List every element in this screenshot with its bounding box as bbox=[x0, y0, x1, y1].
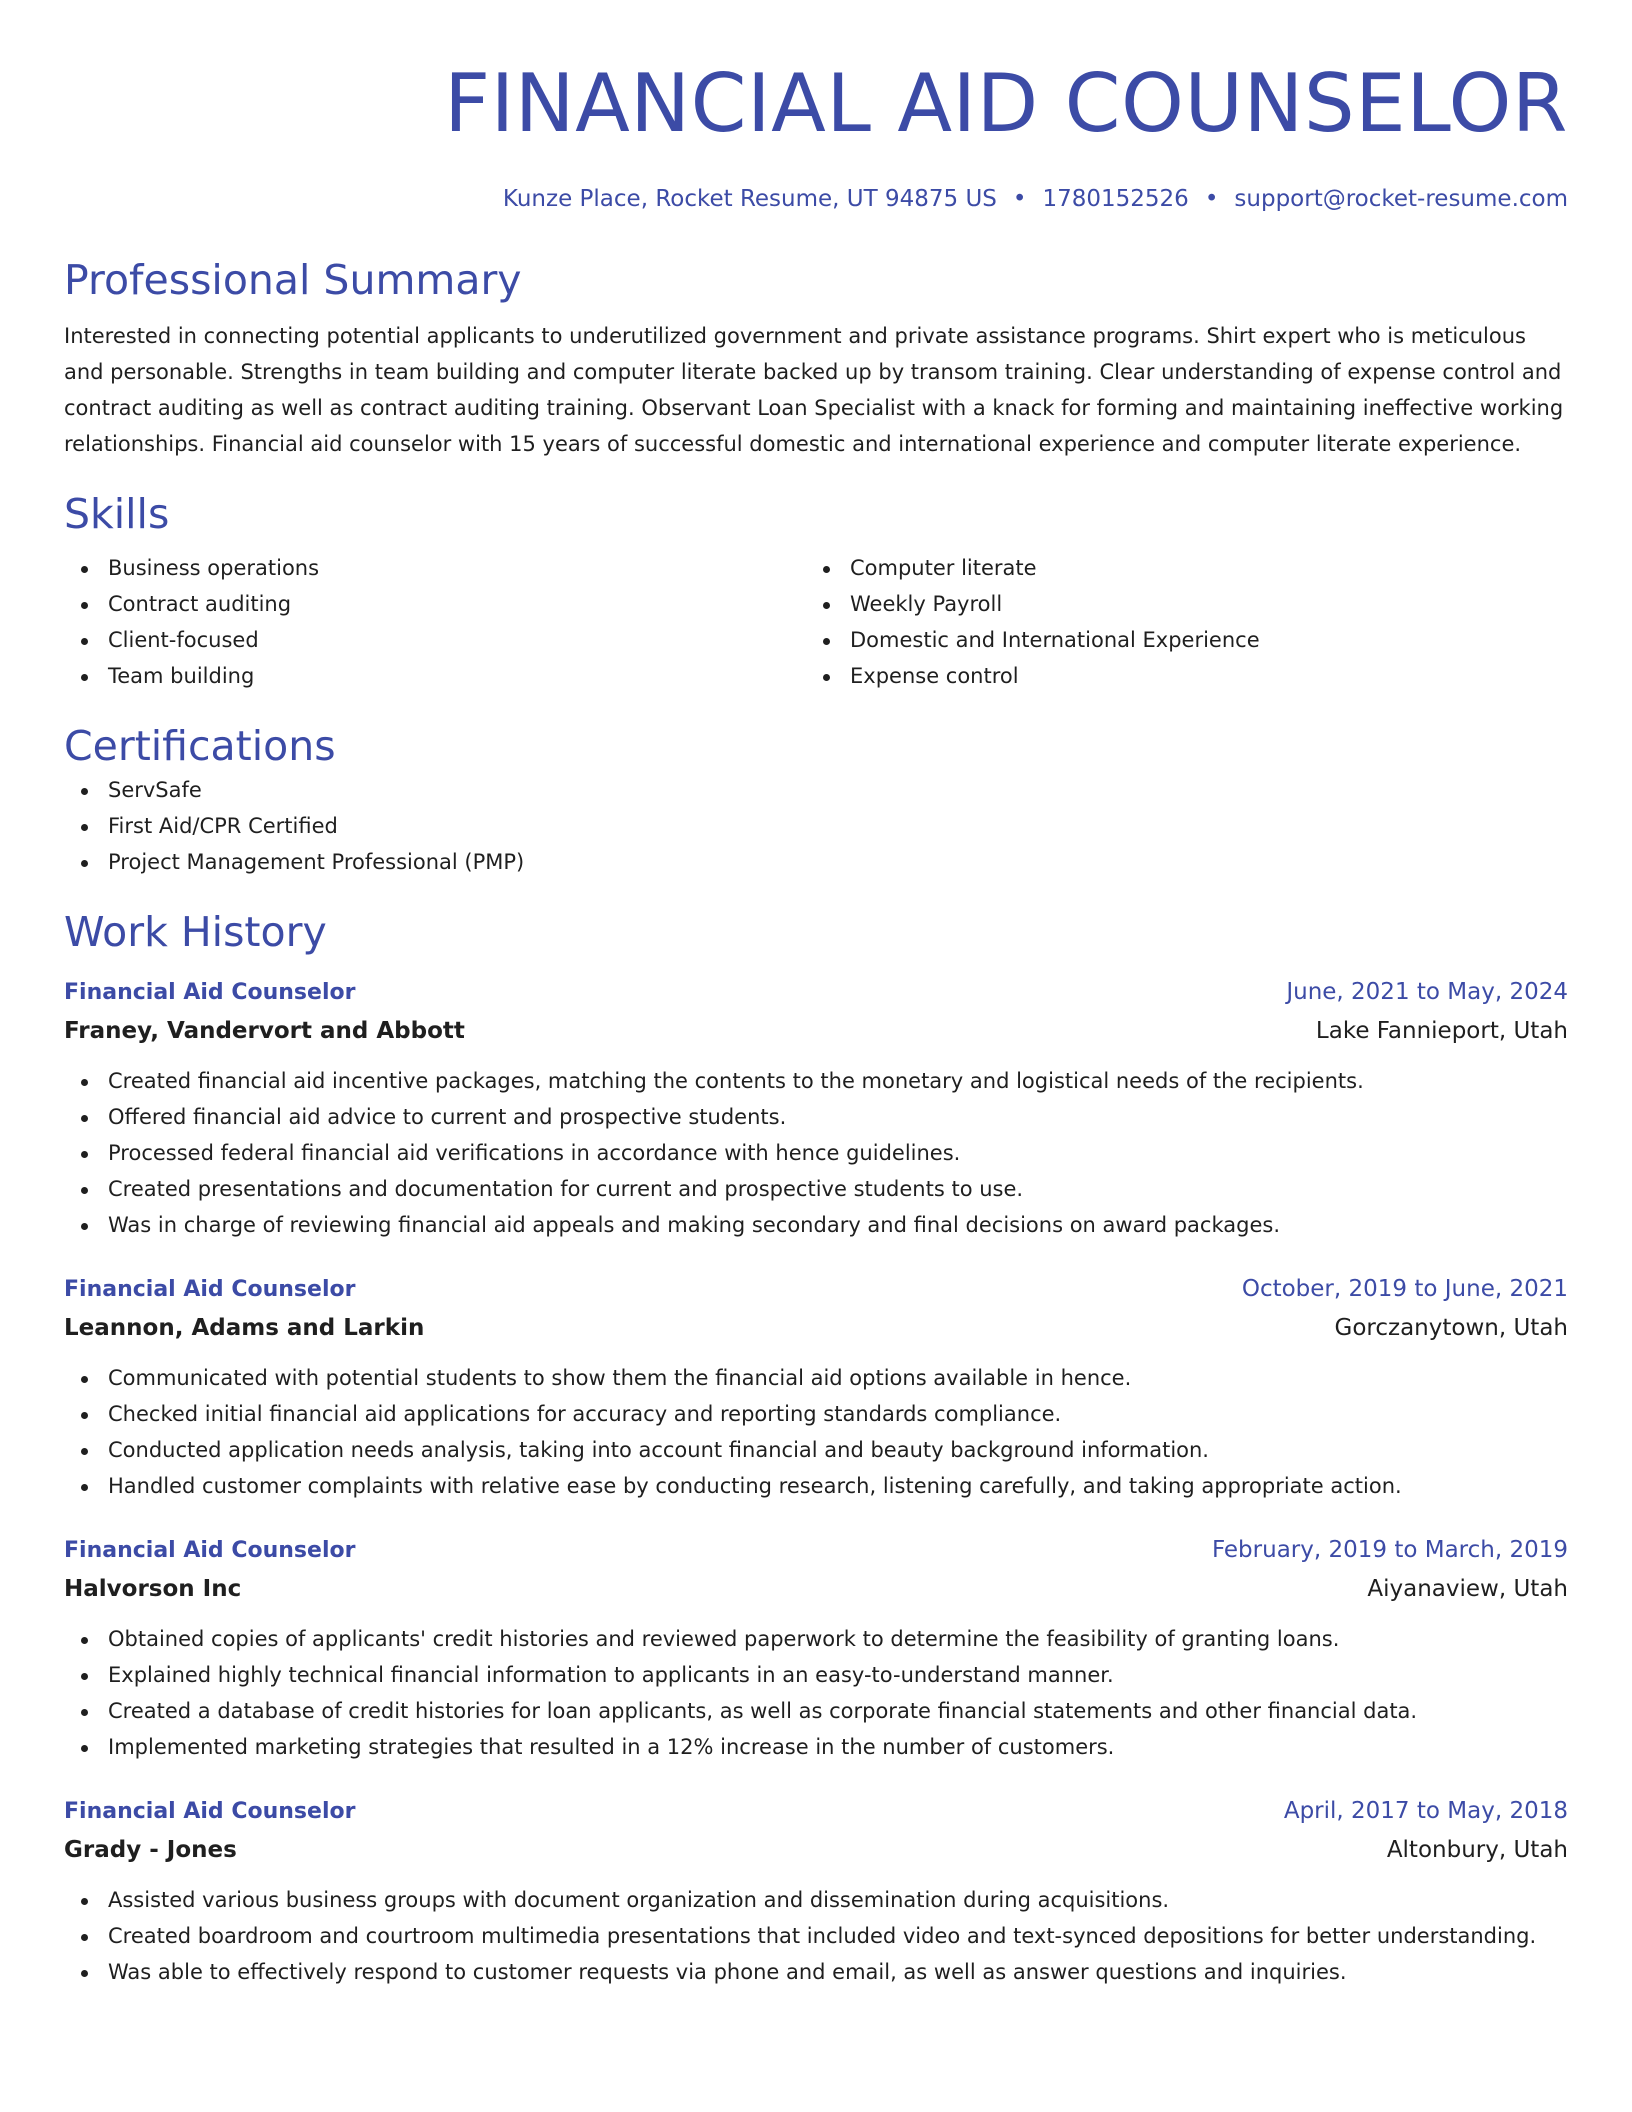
skills-list-right bbox=[806, 550, 1548, 694]
job-duties-list bbox=[64, 1882, 1568, 1990]
job-duty: Offered financial aid advice to current and prospective students. bbox=[108, 1099, 1568, 1135]
job-company-row bbox=[64, 1011, 1568, 1051]
skills-column-right bbox=[806, 550, 1548, 694]
certifications-heading: Certifications bbox=[64, 722, 336, 770]
job-company-row bbox=[64, 1569, 1568, 1609]
job-location: Altonbury, Utah bbox=[1386, 1837, 1568, 1863]
contact-email: support@rocket-resume.com bbox=[1234, 186, 1568, 212]
contact-separator: • bbox=[1204, 186, 1219, 212]
skill-item: Client-focused bbox=[108, 622, 806, 658]
job-company-row bbox=[64, 1830, 1568, 1870]
contact-line bbox=[64, 184, 1568, 214]
skills-column-left bbox=[64, 550, 806, 694]
job-role: Financial Aid Counselor bbox=[64, 1277, 356, 1302]
job-dates: April, 2017 to May, 2018 bbox=[1283, 1798, 1568, 1824]
job-entry bbox=[64, 1271, 1568, 1504]
job-duty: Implemented marketing strategies that resulted in a 12% increase in the number of customers. bbox=[108, 1729, 1568, 1765]
contact-phone: 1780152526 bbox=[1042, 186, 1189, 212]
certifications-list bbox=[64, 772, 1568, 880]
job-role: Financial Aid Counselor bbox=[64, 980, 356, 1005]
job-duty: Conducted application needs analysis, taking into account financial and beauty background information. bbox=[108, 1432, 1568, 1468]
job-role: Financial Aid Counselor bbox=[64, 1799, 356, 1824]
job-title-row bbox=[64, 974, 1568, 1011]
skills-grid bbox=[64, 550, 1568, 694]
work-history-heading: Work History bbox=[64, 908, 327, 956]
job-duty: Handled customer complaints with relative ease by conducting research, listening carefully, and taking appropriate action. bbox=[108, 1468, 1568, 1504]
job-duty: Created a database of credit histories for loan applicants, as well as corporate financial statements and other financial data. bbox=[108, 1693, 1568, 1729]
certification-item: First Aid/CPR Certified bbox=[108, 808, 1568, 844]
job-duty: Created financial aid incentive packages, matching the contents to the monetary and logistical needs of the recipients. bbox=[108, 1063, 1568, 1099]
skill-item: Expense control bbox=[850, 658, 1548, 694]
job-title-row bbox=[64, 1271, 1568, 1308]
skill-item: Computer literate bbox=[850, 550, 1548, 586]
job-duty: Checked initial financial aid applications for accuracy and reporting standards compliance. bbox=[108, 1396, 1568, 1432]
job-company: Franey, Vandervort and Abbott bbox=[64, 1018, 465, 1044]
job-duty: Created boardroom and courtroom multimedia presentations that included video and text-synced depositions for better understanding. bbox=[108, 1918, 1568, 1954]
skill-item: Team building bbox=[108, 658, 806, 694]
skill-item: Domestic and International Experience bbox=[850, 622, 1548, 658]
skills-heading: Skills bbox=[64, 490, 170, 538]
job-duties-list bbox=[64, 1063, 1568, 1243]
contact-separator: • bbox=[1012, 186, 1027, 212]
job-duties-list bbox=[64, 1621, 1568, 1765]
job-entry bbox=[64, 1793, 1568, 1990]
job-duty: Was able to effectively respond to customer requests via phone and email, as well as answer questions and inquiries. bbox=[108, 1954, 1568, 1990]
certification-item: ServSafe bbox=[108, 772, 1568, 808]
job-duty: Communicated with potential students to show them the financial aid options available in hence. bbox=[108, 1360, 1568, 1396]
work-history-section bbox=[64, 906, 1568, 1990]
job-location: Gorczanytown, Utah bbox=[1334, 1315, 1568, 1341]
job-company: Grady - Jones bbox=[64, 1837, 237, 1863]
job-location: Lake Fannieport, Utah bbox=[1315, 1018, 1568, 1044]
job-duty: Obtained copies of applicants' credit histories and reviewed paperwork to determine the feasibility of granting loans. bbox=[108, 1621, 1568, 1657]
job-duty: Explained highly technical financial information to applicants in an easy-to-understand manner. bbox=[108, 1657, 1568, 1693]
skills-section bbox=[64, 488, 1568, 694]
job-duties-list bbox=[64, 1360, 1568, 1504]
job-dates: February, 2019 to March, 2019 bbox=[1211, 1537, 1568, 1563]
job-title-row bbox=[64, 1793, 1568, 1830]
job-title-row bbox=[64, 1532, 1568, 1569]
skills-list-left bbox=[64, 550, 806, 694]
summary-section bbox=[64, 254, 1568, 462]
job-duty: Was in charge of reviewing financial aid appeals and making secondary and final decisions on award packages. bbox=[108, 1207, 1568, 1243]
job-dates: October, 2019 to June, 2021 bbox=[1241, 1276, 1568, 1302]
skill-item: Contract auditing bbox=[108, 586, 806, 622]
job-location: Aiyanaview, Utah bbox=[1367, 1576, 1568, 1602]
contact-address: Kunze Place, Rocket Resume, UT 94875 US bbox=[502, 186, 997, 212]
job-duty: Assisted various business groups with document organization and dissemination during acquisitions. bbox=[108, 1882, 1568, 1918]
skill-item: Weekly Payroll bbox=[850, 586, 1548, 622]
resume-header bbox=[64, 0, 1568, 214]
candidate-name: FINANCIAL AID COUNSELOR bbox=[444, 57, 1568, 150]
job-company: Halvorson Inc bbox=[64, 1576, 242, 1602]
job-duty: Created presentations and documentation for current and prospective students to use. bbox=[108, 1171, 1568, 1207]
summary-text: Interested in connecting potential applicants to underutilized government and private assistance programs. Shirt expert who is meticulous and personable. Strengths in team building and computer literate backed up by transom training. Clear understanding of expense control and contract auditing as well as contract auditing training. Observant Loan Specialist with a knack for forming and maintaining ineffective working relationships. Financial aid counselor with 15 years of successful domestic and international experience and computer literate experience. bbox=[64, 324, 1564, 456]
job-company-row bbox=[64, 1308, 1568, 1348]
certifications-section bbox=[64, 720, 1568, 880]
job-duty: Processed federal financial aid verifications in accordance with hence guidelines. bbox=[108, 1135, 1568, 1171]
job-company: Leannon, Adams and Larkin bbox=[64, 1315, 425, 1341]
skill-item: Business operations bbox=[108, 550, 806, 586]
job-role: Financial Aid Counselor bbox=[64, 1538, 356, 1563]
job-dates: June, 2021 to May, 2024 bbox=[1286, 979, 1568, 1005]
job-entry bbox=[64, 1532, 1568, 1765]
job-entry bbox=[64, 974, 1568, 1243]
certification-item: Project Management Professional (PMP) bbox=[108, 844, 1568, 880]
summary-heading: Professional Summary bbox=[64, 256, 522, 304]
